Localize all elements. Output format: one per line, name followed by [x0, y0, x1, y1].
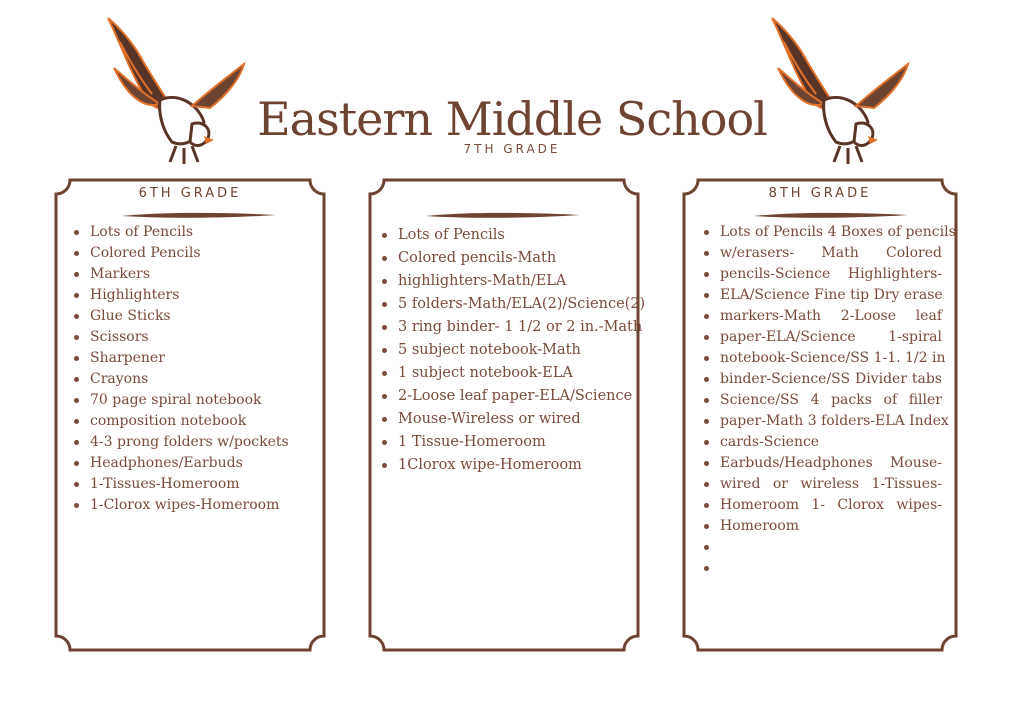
list-item: Colored Pencils — [74, 243, 289, 264]
list-item: Markers — [74, 264, 289, 285]
eighth-grade-card — [682, 178, 958, 652]
list-item: 5 folders-Math/ELA(2)/Science(2) — [382, 293, 645, 316]
list-item: markers-Math 2-Loose leaf — [704, 306, 942, 327]
list-item: Crayons — [74, 369, 289, 390]
list-item: Homeroom 1- Clorox wipes- — [704, 495, 942, 516]
eagle-icon — [772, 18, 908, 164]
list-item: 1-Tissues-Homeroom — [74, 474, 289, 495]
list-item: wired or wireless 1-Tissues- — [704, 474, 942, 495]
list-item: 4-3 prong folders w/pockets — [74, 432, 289, 453]
list-item: Sharpener — [74, 348, 289, 369]
list-item: composition notebook — [74, 411, 289, 432]
list-item: 1 Tissue-Homeroom — [382, 431, 645, 454]
list-item: 1Clorox wipe-Homeroom — [382, 454, 645, 477]
sixth-grade-card — [54, 178, 326, 652]
list-item: Science/SS 4 packs of filler — [704, 390, 942, 411]
list-item: 1-Clorox wipes-Homeroom — [74, 495, 289, 516]
list-item: paper-ELA/Science 1-spiral — [704, 327, 942, 348]
list-item: cards-Science — [704, 432, 942, 453]
list-item: Colored pencils-Math — [382, 247, 645, 270]
supply-list — [74, 222, 289, 516]
list-item: Glue Sticks — [74, 306, 289, 327]
list-item: 1 subject notebook-ELA — [382, 362, 645, 385]
list-item: Lots of Pencils — [382, 224, 645, 247]
list-item: 70 page spiral notebook — [74, 390, 289, 411]
card-heading: 6TH GRADE — [138, 186, 242, 201]
list-item: Mouse-Wireless or wired — [382, 408, 645, 431]
list-item: ELA/Science Fine tip Dry erase — [704, 285, 942, 306]
seventh-grade-card — [368, 178, 646, 652]
list-item: Highlighters — [74, 285, 289, 306]
list-item: notebook-Science/SS 1-1. 1/2 in — [704, 348, 942, 369]
list-item: Lots of Pencils — [74, 222, 289, 243]
card-heading: 8TH GRADE — [768, 186, 872, 201]
list-item: w/erasers- Math Colored — [704, 243, 942, 264]
brush-stroke — [424, 210, 584, 220]
list-item: binder-Science/SS Divider tabs — [704, 369, 942, 390]
supply-list — [382, 224, 645, 477]
list-item-empty — [704, 558, 942, 579]
list-item: pencils-Science Highlighters- — [704, 264, 942, 285]
list-item: Lots of Pencils 4 Boxes of pencils — [704, 222, 942, 243]
list-item: Homeroom — [704, 516, 942, 537]
list-item: Headphones/Earbuds — [74, 453, 289, 474]
brush-stroke — [120, 210, 280, 220]
list-item: Scissors — [74, 327, 289, 348]
eagle-logo-right — [764, 12, 914, 172]
list-item: 5 subject notebook-Math — [382, 339, 645, 362]
list-item: 3 ring binder- 1 1/2 or 2 in.-Math — [382, 316, 645, 339]
page-title: Eastern Middle School — [257, 92, 767, 146]
list-item: Earbuds/Headphones Mouse- — [704, 453, 942, 474]
list-item-empty — [704, 537, 942, 558]
supply-list — [704, 222, 956, 579]
list-item: 2-Loose leaf paper-ELA/Science — [382, 385, 645, 408]
page-subtitle: 7TH GRADE — [463, 142, 561, 156]
list-item: paper-Math 3 folders-ELA Index — [704, 411, 942, 432]
brush-stroke — [752, 210, 912, 220]
list-item: highlighters-Math/ELA — [382, 270, 645, 293]
